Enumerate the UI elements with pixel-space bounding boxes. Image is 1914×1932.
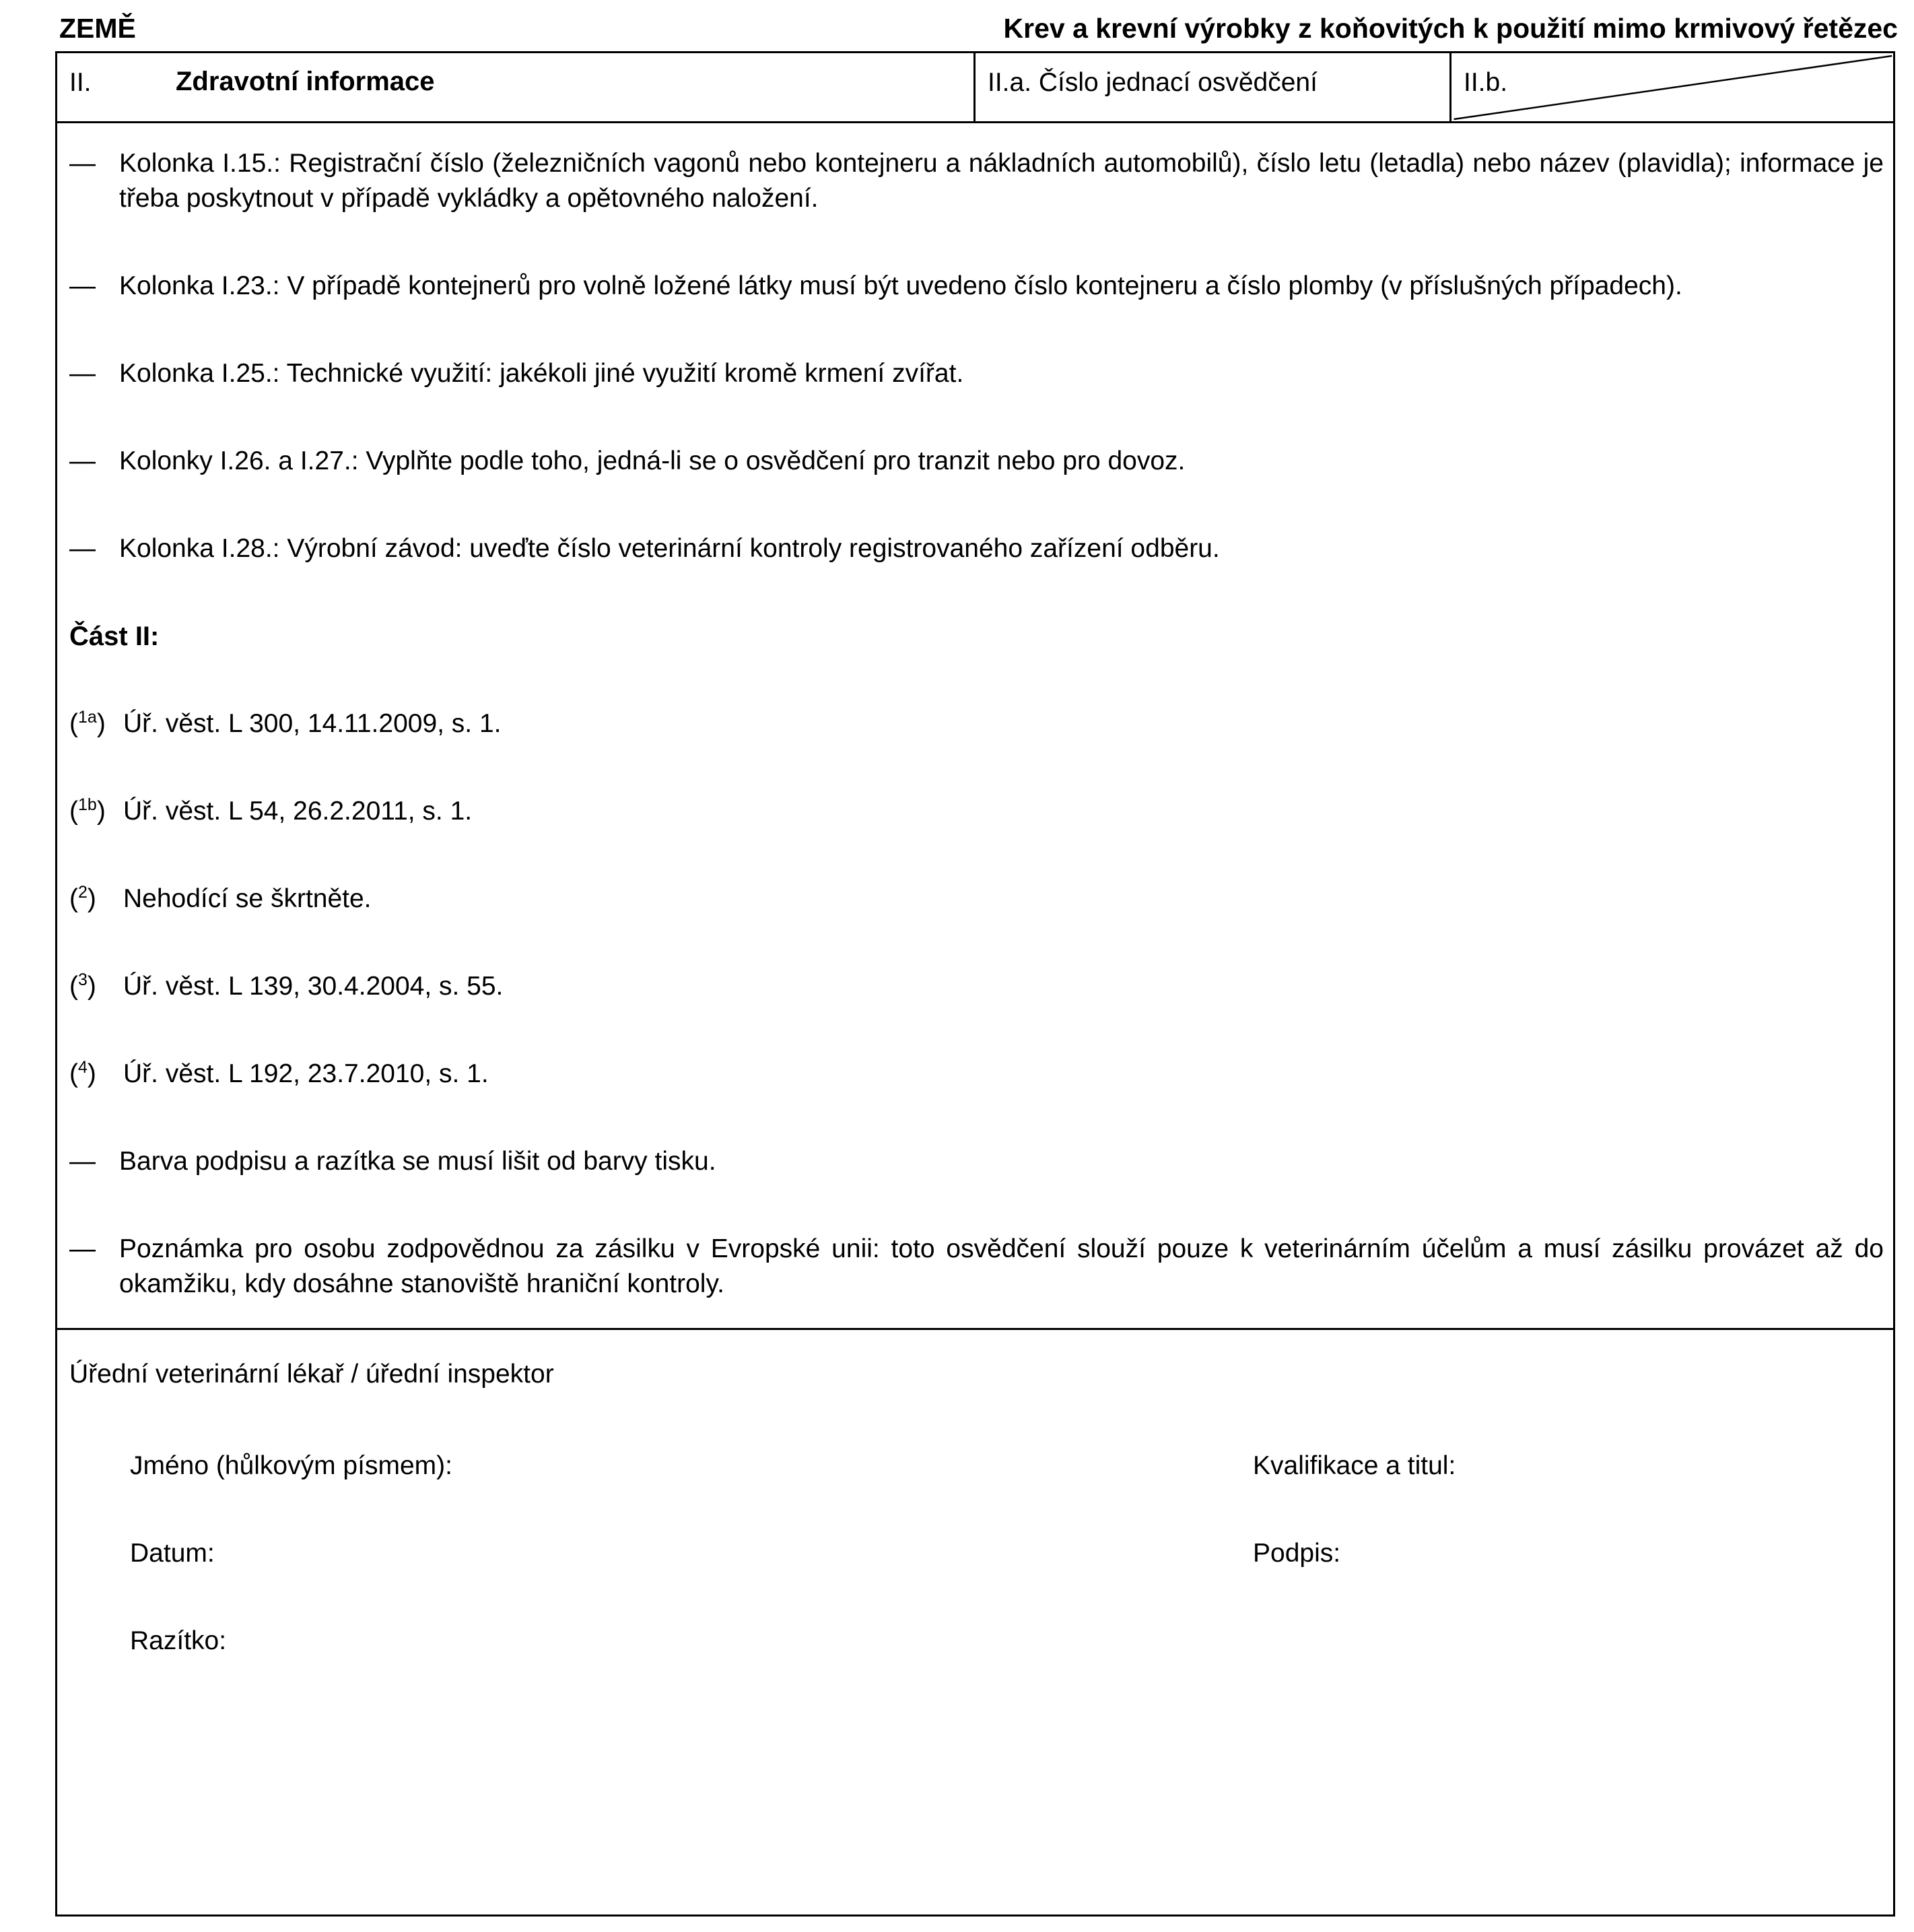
footnote-mark: ($^{1b}$) — [69, 795, 106, 826]
signature-field-label: Podpis: — [1253, 1539, 1341, 1568]
signature-title: Úřední veterinární lékař / úřední inspektor — [69, 1360, 554, 1389]
certificate-frame — [55, 51, 1895, 1917]
footnote-text: Úř. věst. L 300, 14.11.2009, s. 1. — [123, 709, 502, 738]
code-label: II.b. — [1464, 68, 1508, 97]
footnote — [69, 881, 1884, 917]
note-text: Kolonka I.23.: V případě kontejnerů pro volně ložené látky musí být uvedeno číslo kontejneru a číslo plomby (v příslušných případech). — [119, 271, 1682, 300]
footnote-mark: ($^3$) — [69, 970, 96, 1001]
section-title-cell — [57, 53, 976, 121]
note-item: — Kolonka I.23.: V případě kontejnerů pro volně ložené látky musí být uvedeno číslo kontejneru a číslo plomby (v příslušných případech). — [69, 269, 1884, 304]
note-text: Kolonka I.25.: Technické využití: jakékoli jiné využití kromě krmení zvířat. — [119, 359, 964, 388]
country-label: ZEMĚ — [59, 13, 136, 44]
footnote — [69, 1057, 1884, 1092]
reference-number-label: II.a. Číslo jednací osvědčení — [988, 68, 1318, 97]
note-text: Kolonka I.15.: Registrační číslo (železničních vagonů nebo kontejneru a nákladních automobilů), číslo letu (letadla) nebo název (plavidla); informace je třeba poskytnout v případě vykládky a opětovného naložení. — [119, 149, 1884, 213]
section-number: II. — [69, 68, 92, 97]
section-title: Zdravotní informace — [176, 67, 435, 96]
stamp-field-label: Razítko: — [130, 1626, 227, 1655]
footnote — [69, 969, 1884, 1004]
section-header-row — [57, 53, 1893, 123]
note-item: — Kolonka I.25.: Technické využití: jakékoli jiné využití kromě krmení zvířat. — [69, 356, 1884, 391]
footnote-text: Úř. věst. L 192, 23.7.2010, s. 1. — [123, 1059, 489, 1088]
notes-section — [57, 123, 1893, 1330]
qualification-field-label: Kvalifikace a titul: — [1253, 1451, 1456, 1480]
note-item: — Kolonka I.15.: Registrační číslo (železničních vagonů nebo kontejneru a nákladních automobilů), číslo letu (letadla) nebo název (plavidla); informace je třeba poskytnout v případě vykládky a opětovného naložení. — [69, 146, 1884, 216]
certificate-title: Krev a krevní výrobky z koňovitých k použití mimo krmivový řetězec — [1003, 13, 1898, 44]
footnote-text: Úř. věst. L 54, 26.2.2011, s. 1. — [123, 797, 473, 826]
code-cell — [1451, 53, 1893, 121]
date-field-label: Datum: — [130, 1539, 215, 1568]
closing-note-item: — Barva podpisu a razítka se musí lišit od barvy tisku. — [69, 1144, 1884, 1179]
part-heading: Část II: — [69, 622, 160, 651]
footnote-text: Nehodící se škrtněte. — [123, 884, 372, 913]
footnote-mark: ($^2$) — [69, 883, 96, 913]
footnote — [69, 794, 1884, 829]
footnote-mark: ($^{1a}$) — [69, 708, 106, 738]
diagonal-strike-line — [1451, 53, 1893, 121]
reference-number-cell — [976, 53, 1451, 121]
name-field-label: Jméno (hůlkovým písmem): — [130, 1451, 452, 1480]
footnote — [69, 706, 1884, 741]
note-text: Kolonka I.28.: Výrobní závod: uveďte číslo veterinární kontroly registrovaného zařízení odběru. — [119, 534, 1220, 563]
note-item: — Kolonky I.26. a I.27.: Vyplňte podle toho, jedná-li se o osvědčení pro tranzit nebo pro dovoz. — [69, 444, 1884, 479]
closing-note-item: — Poznámka pro osobu zodpovědnou za zásilku v Evropské unii: toto osvědčení slouží pouze k veterinárním účelům a musí zásilku provázet až do okamžiku, kdy dosáhne stanoviště hraniční kontroly. — [69, 1232, 1884, 1302]
closing-note-text: Poznámka pro osobu zodpovědnou za zásilku v Evropské unii: toto osvědčení slouží pouze k veterinárním účelům a musí zásilku provázet až do okamžiku, kdy dosáhne stanoviště hraniční kontroly. — [119, 1234, 1884, 1298]
closing-note-text: Barva podpisu a razítka se musí lišit od barvy tisku. — [119, 1147, 716, 1176]
footnote-mark: ($^4$) — [69, 1058, 96, 1088]
note-text: Kolonky I.26. a I.27.: Vyplňte podle toho, jedná-li se o osvědčení pro tranzit nebo pro dovoz. — [119, 446, 1186, 475]
footnote-text: Úř. věst. L 139, 30.4.2004, s. 55. — [123, 972, 504, 1001]
signature-section — [57, 1330, 1893, 1914]
note-item: — Kolonka I.28.: Výrobní závod: uveďte číslo veterinární kontroly registrovaného zařízení odběru. — [69, 531, 1884, 566]
